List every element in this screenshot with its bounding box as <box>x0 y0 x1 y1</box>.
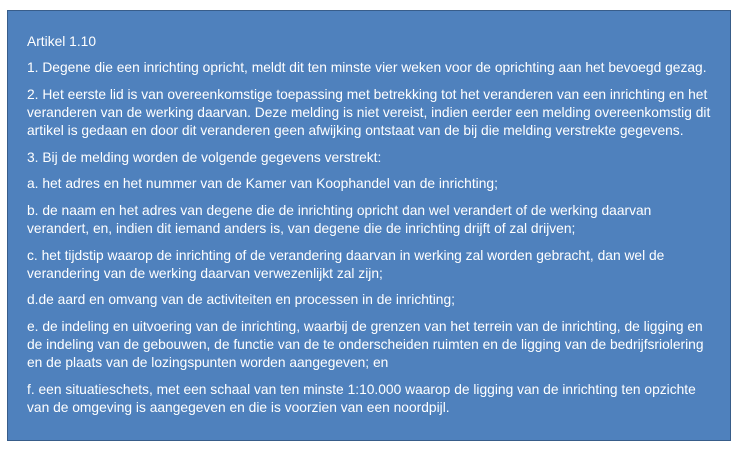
list-item-line: f. een situatieschets, met een schaal van ten minste 1:10.000 waarop de ligging van de inrichting ten opzichte <box>27 381 696 397</box>
article-title <box>27 33 720 51</box>
paragraph-3 <box>27 149 720 167</box>
paragraph-line: artikel is gedaan en door dit veranderen geen afwijking ontstaat van de bij die melding verstrekte gegevens. <box>27 122 684 138</box>
list-item-line: a. het adres en het nummer van de Kamer van Koophandel van de inrichting; <box>27 176 498 192</box>
list-item-line: verandert, en, indien dit iemand anders is, van degene die de inrichting drijft of zal drijven; <box>27 220 576 236</box>
paragraph-2 <box>27 86 720 140</box>
list-item-line: e. de indeling en uitvoering van de inrichting, waarbij de grenzen van het terrein van de inrichting, de ligging en <box>27 319 703 334</box>
list-item-line: d.de aard en omvang van de activiteiten en processen in de inrichting; <box>27 292 455 308</box>
paragraph-line: 1. Degene die een inrichting opricht, meldt dit ten minste vier weken voor de oprichting aan het bevoegd gezag. <box>27 60 707 76</box>
paragraph-line: 3. Bij de melding worden de volgende gegevens verstrekt: <box>27 149 382 165</box>
paragraph-line: veranderen van de werking daarvan. Deze melding is niet vereist, indien eerder een melding overeenkomstig dit <box>27 104 711 120</box>
list-item-line: c. het tijdstip waarop de inrichting of de verandering daarvan in werking zal worden gebracht, dan wel de <box>27 247 665 263</box>
list-item-line: b. de naam en het adres van degene die de inrichting opricht dan wel verandert of de werking daarvan <box>27 202 652 218</box>
list-item-line: van de omgeving is aangegeven en die is voorzien van een noordpijl. <box>27 399 450 415</box>
list-item-e <box>27 318 720 372</box>
list-item-line: de indeling van de gebouwen, de functie van de te onderscheiden ruimten en de ligging van de bedrijfsriolering <box>27 337 704 352</box>
list-item-b <box>27 202 720 238</box>
article-title-text: Artikel 1.10 <box>27 33 97 49</box>
list-item-line: verandering van de werking daarvan verwezenlijkt zal zijn; <box>27 265 383 281</box>
paragraph-1 <box>27 59 720 77</box>
list-item-line: en de plaats van de lozingspunten worden aangegeven; en <box>27 355 389 370</box>
article-text-box <box>7 10 731 441</box>
paragraph-line: 2. Het eerste lid is van overeenkomstige toepassing met betrekking tot het veranderen van een inrichting en het <box>27 86 708 102</box>
list-item-a <box>27 175 720 193</box>
list-item-d <box>27 291 720 309</box>
list-item-f <box>27 381 720 417</box>
list-item-c <box>27 247 720 283</box>
